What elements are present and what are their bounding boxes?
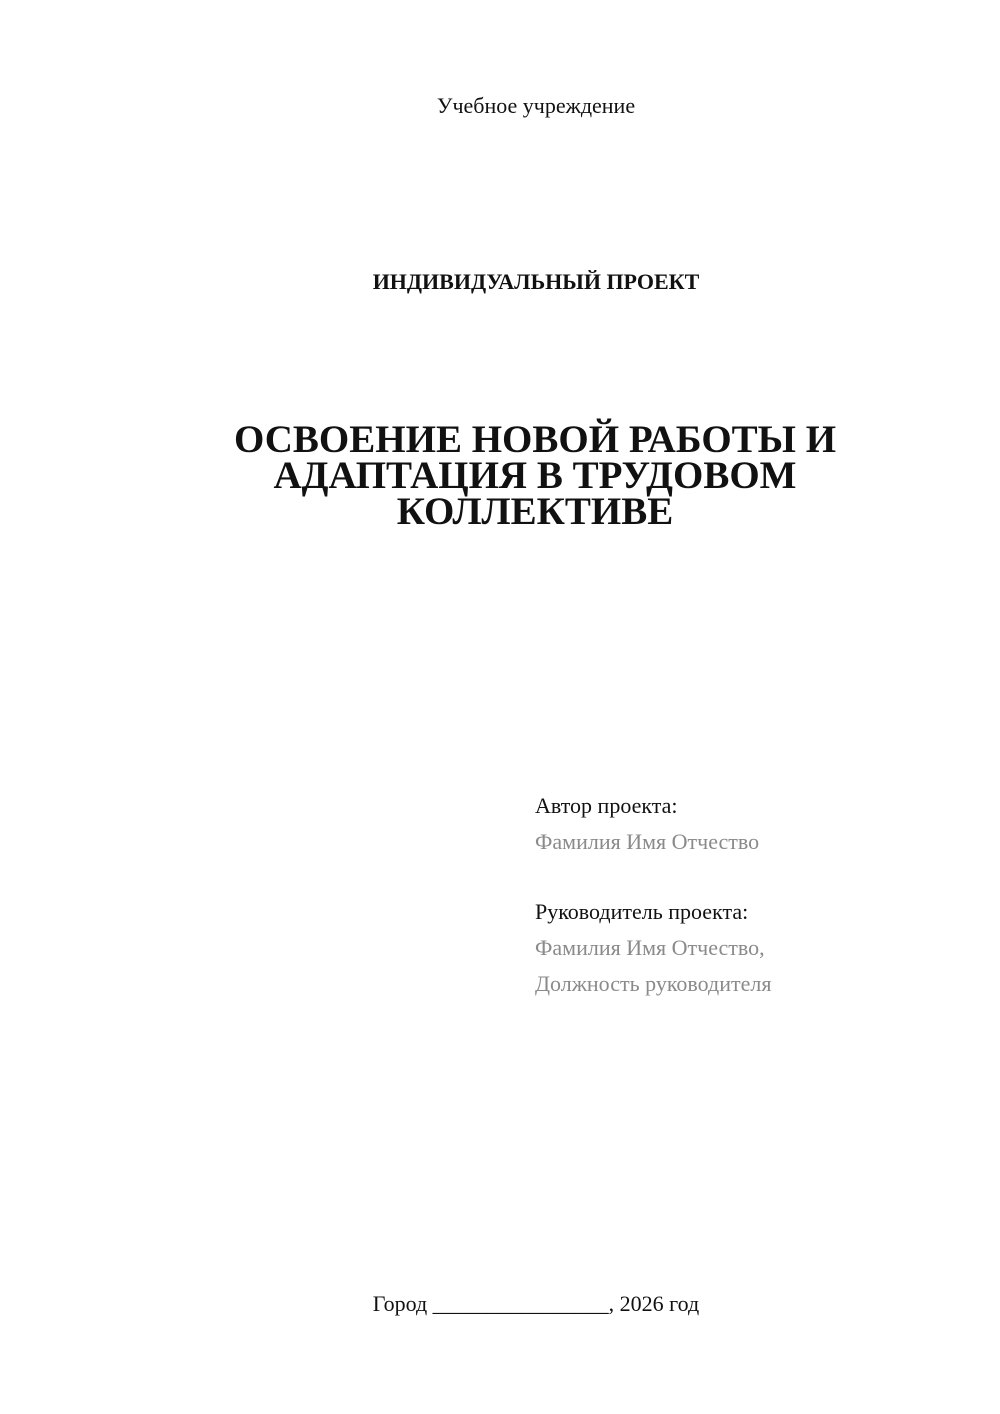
project-title-line: КОЛЛЕКТИВЕ xyxy=(396,490,674,533)
project-title xyxy=(200,418,870,533)
supervisor-position: Должность руководителя xyxy=(535,971,772,996)
institution-name: Учебное учреждение xyxy=(436,93,636,118)
city-year-line: Город ________________, 2026 год xyxy=(372,1291,700,1316)
project-info-block xyxy=(535,788,955,1002)
supervisor-label: Руководитель проекта: xyxy=(535,899,749,924)
document-type: ИНДИВИДУАЛЬНЫЙ ПРОЕКТ xyxy=(372,269,700,294)
info-spacer xyxy=(535,860,955,894)
project-title-line: ОСВОЕНИЕ НОВОЙ РАБОТЫ И xyxy=(233,418,837,461)
author-name: Фамилия Имя Отчество xyxy=(535,829,760,854)
supervisor-name: Фамилия Имя Отчество, xyxy=(535,935,765,960)
author-label: Автор проекта: xyxy=(535,793,678,818)
project-title-line: АДАПТАЦИЯ В ТРУДОВОМ xyxy=(273,454,797,497)
